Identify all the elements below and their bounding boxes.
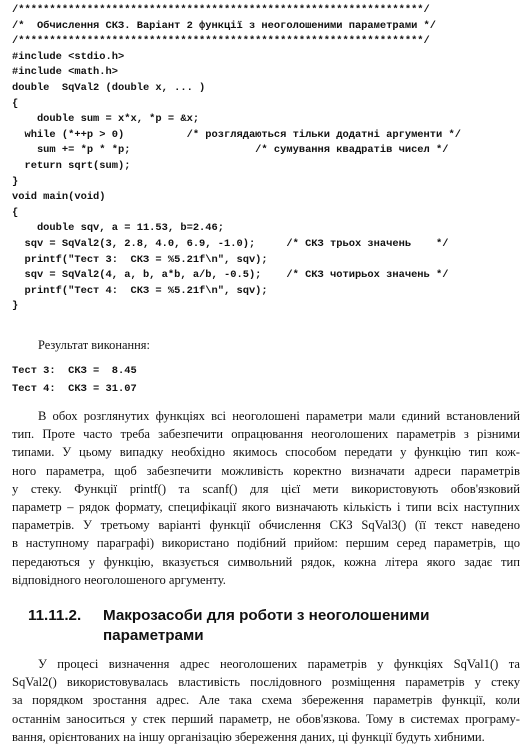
text-line: SqVal2() використовувалась властивість послідовного розміщення параметрів у стеку xyxy=(12,675,520,690)
section-heading xyxy=(28,606,430,646)
text-line: тип. Проте часто треба забезпечити опрацювання неоголошених параметрів з різними xyxy=(12,427,520,442)
section-title-line2: параметрами xyxy=(103,627,204,644)
code-line: while (*++p > 0) /* розглядаються тільки додатні аргументи */ xyxy=(12,128,461,141)
section-title-line1: Макрозасоби для роботи з неоголошеними xyxy=(103,607,430,624)
code-line: printf("Тест 4: СКЗ = %5.21f\n", sqv); xyxy=(12,284,268,297)
text-line: у стеку. Функції printf() та scanf() для цієї мети використовують обов'язковий xyxy=(12,481,520,496)
code-line: /*****************************************************************/ xyxy=(12,4,430,16)
code-line: return sqrt(sum); xyxy=(12,159,131,172)
code-line: printf("Тест 3: СКЗ = %5.21f\n", sqv); xyxy=(12,253,268,266)
text-line: параметрів. У третьому варіанті функції обчислення СКЗ SqVal3() (її текст наведено xyxy=(12,518,520,533)
text-line: останнім заноситься у стек перший параметр, не обов'язкова. Тому в системах програму- xyxy=(12,711,520,726)
code-line: sum += *p * *p; /* сумування квадратів чисел */ xyxy=(12,144,449,157)
text-line: в наступному параграфі) використано подібний прийом: першим серед параметрів, що xyxy=(12,536,520,551)
text-line: ного параметра, щоб забезпечити можливість коректно визначати адреси параметрів xyxy=(12,463,520,478)
text-line: передаються у функцію, вказується символьний рядок, кожна літера якого задає тип xyxy=(12,554,520,569)
code-line: { xyxy=(12,97,19,110)
code-line: { xyxy=(12,206,19,219)
code-line: } xyxy=(12,300,19,313)
paragraph-format-types xyxy=(12,407,520,589)
code-line: sqv = SqVal2(3, 2.8, 4.0, 6.9, -1.0); /* СКЗ трьох значень */ xyxy=(12,237,449,250)
code-line: } xyxy=(12,175,19,188)
output-line: Тест 4: СКЗ = 31.07 xyxy=(12,383,137,395)
code-line: double SqVal2 (double x, ... ) xyxy=(12,81,206,94)
section-number: 11.11.2. xyxy=(28,607,82,624)
code-line: /*****************************************************************/ xyxy=(12,35,430,48)
text-line: за порядком зростання адрес. Але така схема збереження параметрів функції, коли xyxy=(12,693,520,708)
code-line: #include <math.h> xyxy=(12,66,119,79)
text-line: В обох розглянутих функціях всі неоголошені параметри мали єдиний встановлений xyxy=(38,409,520,423)
code-line: #include <stdio.h> xyxy=(12,50,125,63)
code-listing xyxy=(12,3,522,315)
text-line: У процесі визначення адрес неоголошених параметрів у функціях SqVal1() та xyxy=(38,657,520,671)
program-output xyxy=(12,362,137,398)
result-label: Результат виконання: xyxy=(38,338,150,352)
code-line: sqv = SqVal2(4, a, b, a*b, a/b, -0.5); /* СКЗ чотирьох значень */ xyxy=(12,269,449,282)
text-line: відповідного неоголошеного аргументу. xyxy=(12,572,226,587)
text-line: вання, орієнтованих на іншу організацію збереження даних, ці функції будуть хибними. xyxy=(12,729,485,744)
paragraph-stack-order xyxy=(12,655,520,746)
code-line: double sum = x*x, *p = &x; xyxy=(12,113,200,126)
text-line: параметр – рядок формату, специфікації якого визначають кількість і типи всіх наступних xyxy=(12,499,520,514)
code-line: /* Обчислення СКЗ. Варіант 2 функції з неоголошеними параметрами */ xyxy=(12,19,437,32)
code-line: double sqv, a = 11.53, b=2.46; xyxy=(12,222,225,235)
output-line: Тест 3: СКЗ = 8.45 xyxy=(12,365,137,377)
text-line: типами. У цьому випадку необхідно якимось способом передати у функцію тип кож- xyxy=(12,445,520,460)
code-line: void main(void) xyxy=(12,191,106,204)
